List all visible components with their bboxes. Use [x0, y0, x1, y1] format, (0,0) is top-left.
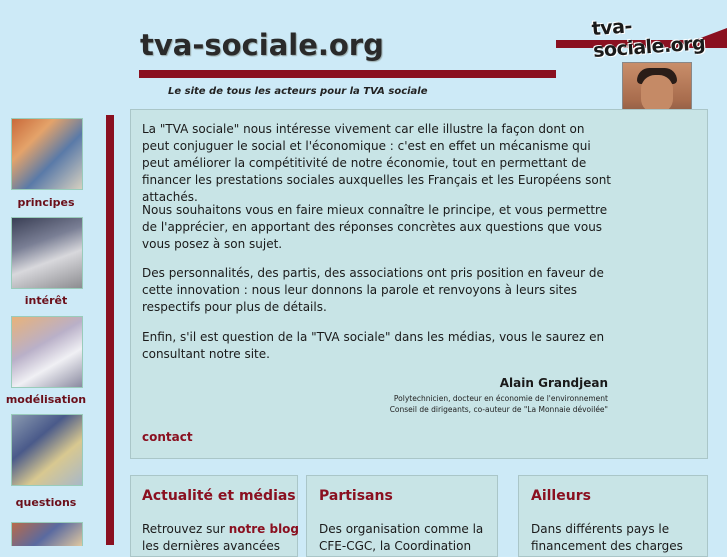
news-box-text-lead: Retrouvez sur — [142, 522, 229, 536]
intro-paragraph: La "TVA sociale" nous intéresse vivement car elle illustre la façon dont on peut conjuguer le social et l'économique : c'est en effet un mécanisme qui peut améliorer la compétitivité de notre économie, tout en permettant de financer les prestations sociales auxquelles les Français et les Européens sont attachés. — [142, 122, 612, 204]
nav-item-questions[interactable]: questions — [15, 496, 77, 509]
intro-paragraph: Des personnalités, des partis, des associations ont pris position en faveur de cette innovation : nous leur donnons la parole et renvoyons à leurs sites respectifs pour plus de détails. — [142, 266, 604, 314]
nav-item-modelisation[interactable]: modélisation — [5, 393, 87, 406]
author-credential: Conseil de dirigeants, co-auteur de "La Monnaie dévoilée" — [389, 405, 608, 414]
site-tagline: Le site de tous les acteurs pour la TVA sociale — [168, 86, 428, 97]
contact-link[interactable]: contact — [142, 430, 193, 444]
ailleurs-box-text-line2: financement des charges — [531, 539, 683, 553]
author-credential: Polytechnicien, docteur en économie de l'environnement — [393, 394, 608, 403]
site-title: tva-sociale.org — [140, 28, 384, 62]
vertical-divider-bar — [106, 115, 114, 545]
ailleurs-box-text: Dans différents pays le — [531, 522, 670, 536]
nav-questions-image[interactable] — [11, 414, 83, 486]
intro-paragraph: Nous souhaitons vous en faire mieux connaître le principe, et vous permettre de l'apprécier, en apportant des réponses concrètes aux questions que vous vous posez à son sujet. — [142, 203, 608, 251]
partisans-box-title[interactable]: Partisans — [319, 488, 393, 504]
title-underline-bar — [139, 70, 556, 78]
site-logo[interactable]: tva-sociale.org — [590, 15, 706, 62]
author-signature: Alain Grandjean — [499, 376, 608, 390]
nav-item-principes[interactable]: principes — [17, 196, 75, 209]
news-box-text — [142, 521, 299, 538]
nav-item-interet[interactable]: intérêt — [24, 294, 68, 307]
nav-principes-image[interactable] — [11, 118, 83, 190]
portrait-face — [641, 75, 673, 113]
nav-modelisation-image[interactable] — [11, 316, 83, 388]
blog-link[interactable]: notre blog — [228, 522, 300, 536]
news-box-title[interactable]: Actualité et médias — [142, 488, 296, 504]
intro-paragraph: Enfin, s'il est question de la "TVA sociale" dans les médias, vous le saurez en consultant notre site. — [142, 330, 605, 361]
partisans-box-text: Des organisation comme la — [319, 522, 484, 536]
nav-extra-image[interactable] — [11, 522, 83, 546]
partisans-box-text-line2: CFE-CGC, la Coordination — [319, 539, 472, 553]
ailleurs-box-title[interactable]: Ailleurs — [531, 488, 591, 504]
news-box-text-line2: les dernières avancées — [142, 539, 280, 553]
nav-interet-image[interactable] — [11, 217, 83, 289]
